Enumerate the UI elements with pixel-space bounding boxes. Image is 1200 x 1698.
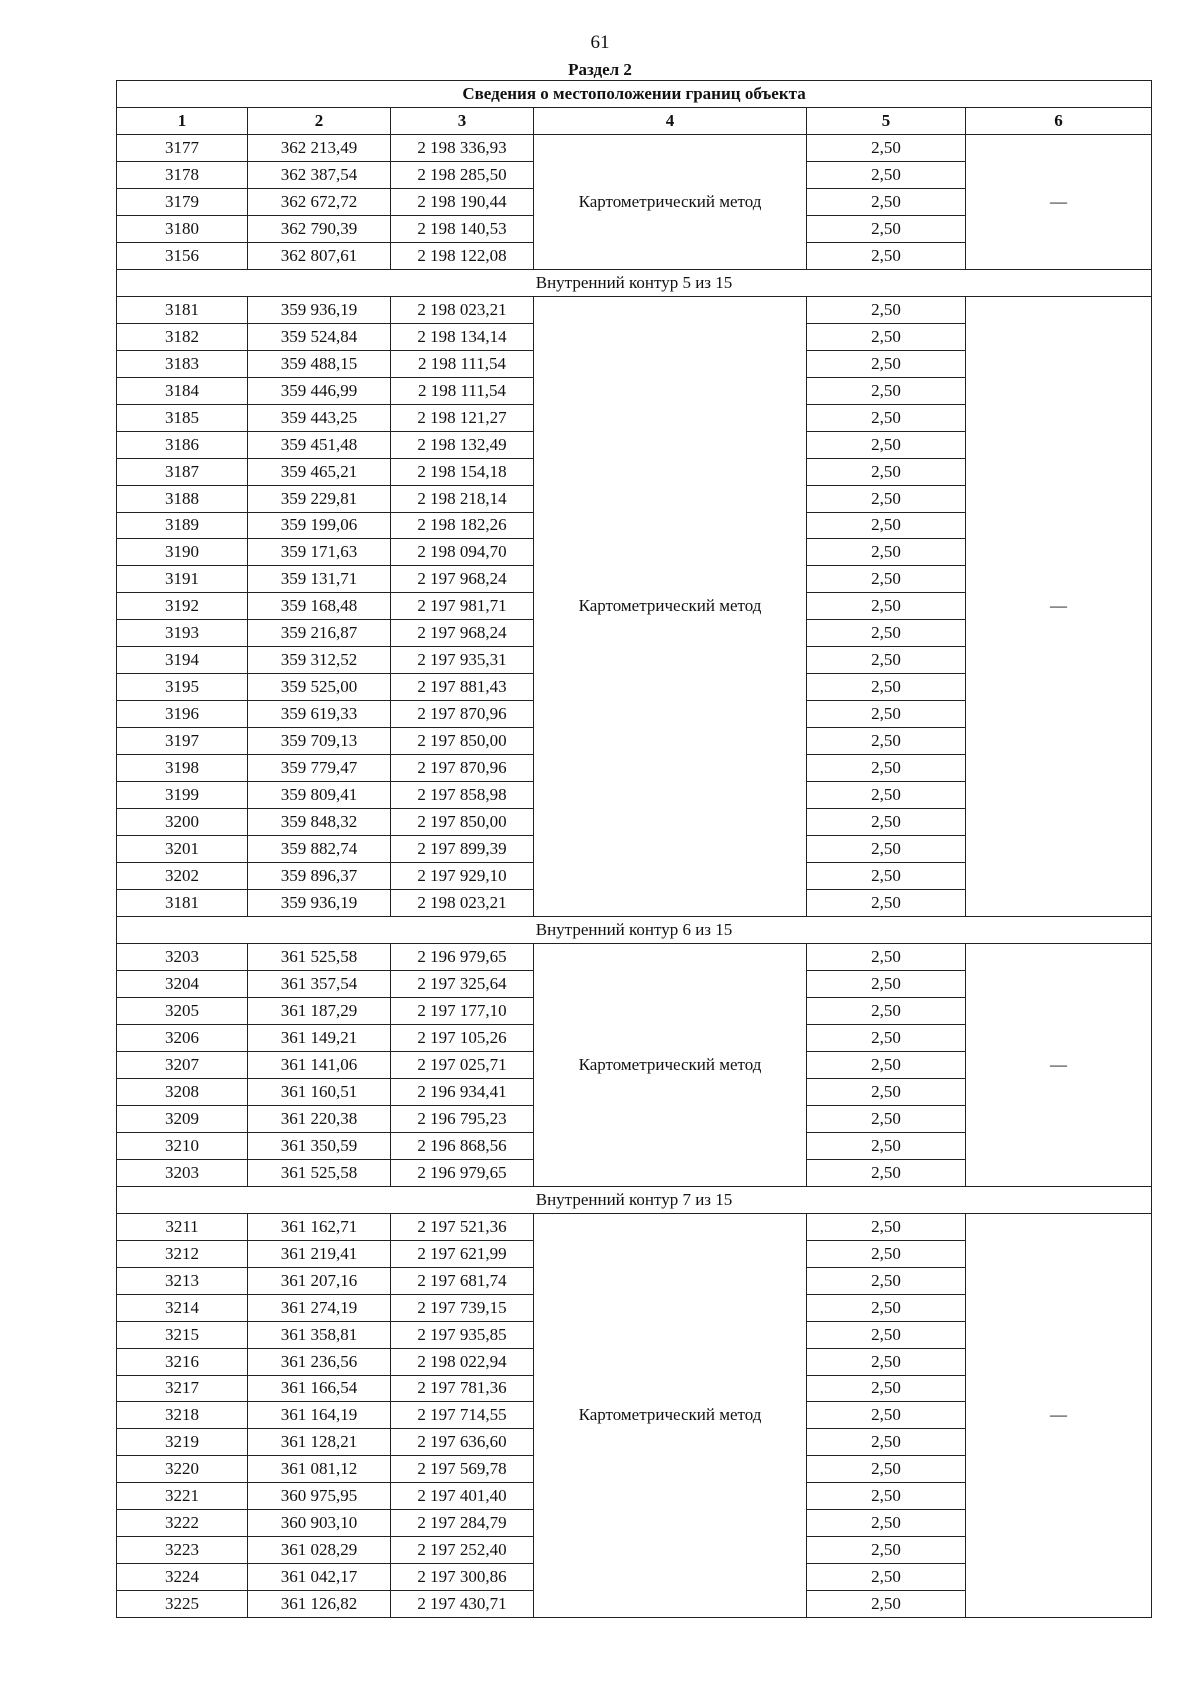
page-number: 61 <box>590 32 610 53</box>
table-body <box>117 134 1152 1617</box>
accuracy-cell: 2,50 <box>807 1510 966 1537</box>
accuracy-cell: 2,50 <box>807 215 966 242</box>
x-coordinate-cell: 359 779,47 <box>248 755 391 782</box>
point-number-cell: 3199 <box>117 782 248 809</box>
point-number-cell: 3206 <box>117 1024 248 1051</box>
accuracy-cell: 2,50 <box>807 944 966 971</box>
point-number-cell: 3187 <box>117 458 248 485</box>
note-cell: — <box>966 134 1152 269</box>
x-coordinate-cell: 359 131,71 <box>248 566 391 593</box>
boundary-table <box>116 80 1152 1618</box>
x-coordinate-cell: 361 126,82 <box>248 1591 391 1618</box>
y-coordinate-cell: 2 197 850,00 <box>391 809 534 836</box>
y-coordinate-cell: 2 197 850,00 <box>391 728 534 755</box>
accuracy-cell: 2,50 <box>807 242 966 269</box>
y-coordinate-cell: 2 197 870,96 <box>391 701 534 728</box>
point-number-cell: 3200 <box>117 809 248 836</box>
method-cell: Картометрический метод <box>534 944 807 1187</box>
accuracy-cell: 2,50 <box>807 539 966 566</box>
point-number-cell: 3184 <box>117 377 248 404</box>
accuracy-cell: 2,50 <box>807 485 966 512</box>
accuracy-cell: 2,50 <box>807 512 966 539</box>
column-header: 3 <box>391 107 534 134</box>
y-coordinate-cell: 2 198 094,70 <box>391 539 534 566</box>
point-number-cell: 3216 <box>117 1348 248 1375</box>
x-coordinate-cell: 361 042,17 <box>248 1564 391 1591</box>
accuracy-cell: 2,50 <box>807 701 966 728</box>
x-coordinate-cell: 361 525,58 <box>248 1159 391 1186</box>
point-number-cell: 3194 <box>117 647 248 674</box>
point-number-cell: 3221 <box>117 1483 248 1510</box>
x-coordinate-cell: 359 488,15 <box>248 350 391 377</box>
accuracy-cell: 2,50 <box>807 863 966 890</box>
column-header-row <box>117 107 1152 134</box>
accuracy-cell: 2,50 <box>807 1591 966 1618</box>
accuracy-cell: 2,50 <box>807 134 966 161</box>
x-coordinate-cell: 361 358,81 <box>248 1321 391 1348</box>
x-coordinate-cell: 361 081,12 <box>248 1456 391 1483</box>
method-cell: Картометрический метод <box>534 134 807 269</box>
y-coordinate-cell: 2 198 132,49 <box>391 431 534 458</box>
y-coordinate-cell: 2 198 121,27 <box>391 404 534 431</box>
x-coordinate-cell: 359 936,19 <box>248 890 391 917</box>
point-number-cell: 3213 <box>117 1267 248 1294</box>
accuracy-cell: 2,50 <box>807 1537 966 1564</box>
point-number-cell: 3212 <box>117 1240 248 1267</box>
accuracy-cell: 2,50 <box>807 188 966 215</box>
contour-heading-row <box>117 917 1152 944</box>
accuracy-cell: 2,50 <box>807 1456 966 1483</box>
x-coordinate-cell: 362 213,49 <box>248 134 391 161</box>
point-number-cell: 3203 <box>117 944 248 971</box>
table-title: Сведения о местоположении границ объекта <box>117 81 1152 108</box>
point-number-cell: 3208 <box>117 1078 248 1105</box>
point-number-cell: 3219 <box>117 1429 248 1456</box>
accuracy-cell: 2,50 <box>807 566 966 593</box>
y-coordinate-cell: 2 197 569,78 <box>391 1456 534 1483</box>
x-coordinate-cell: 361 149,21 <box>248 1024 391 1051</box>
point-number-cell: 3218 <box>117 1402 248 1429</box>
point-number-cell: 3203 <box>117 1159 248 1186</box>
column-header: 6 <box>966 107 1152 134</box>
point-number-cell: 3195 <box>117 674 248 701</box>
y-coordinate-cell: 2 197 870,96 <box>391 755 534 782</box>
accuracy-cell: 2,50 <box>807 1375 966 1402</box>
y-coordinate-cell: 2 197 981,71 <box>391 593 534 620</box>
x-coordinate-cell: 359 168,48 <box>248 593 391 620</box>
accuracy-cell: 2,50 <box>807 782 966 809</box>
point-number-cell: 3215 <box>117 1321 248 1348</box>
y-coordinate-cell: 2 197 401,40 <box>391 1483 534 1510</box>
point-number-cell: 3217 <box>117 1375 248 1402</box>
accuracy-cell: 2,50 <box>807 377 966 404</box>
point-number-cell: 3224 <box>117 1564 248 1591</box>
accuracy-cell: 2,50 <box>807 323 966 350</box>
table-row <box>117 1213 1152 1240</box>
y-coordinate-cell: 2 198 285,50 <box>391 161 534 188</box>
x-coordinate-cell: 361 220,38 <box>248 1105 391 1132</box>
accuracy-cell: 2,50 <box>807 728 966 755</box>
accuracy-cell: 2,50 <box>807 755 966 782</box>
point-number-cell: 3182 <box>117 323 248 350</box>
table-row <box>117 134 1152 161</box>
point-number-cell: 3222 <box>117 1510 248 1537</box>
accuracy-cell: 2,50 <box>807 836 966 863</box>
x-coordinate-cell: 359 524,84 <box>248 323 391 350</box>
point-number-cell: 3198 <box>117 755 248 782</box>
y-coordinate-cell: 2 197 714,55 <box>391 1402 534 1429</box>
point-number-cell: 3220 <box>117 1456 248 1483</box>
section-title: Раздел 2 <box>568 60 632 79</box>
method-cell: Картометрический метод <box>534 296 807 916</box>
x-coordinate-cell: 359 216,87 <box>248 620 391 647</box>
y-coordinate-cell: 2 197 739,15 <box>391 1294 534 1321</box>
accuracy-cell: 2,50 <box>807 1483 966 1510</box>
point-number-cell: 3193 <box>117 620 248 647</box>
accuracy-cell: 2,50 <box>807 458 966 485</box>
x-coordinate-cell: 362 807,61 <box>248 242 391 269</box>
y-coordinate-cell: 2 198 023,21 <box>391 296 534 323</box>
accuracy-cell: 2,50 <box>807 674 966 701</box>
y-coordinate-cell: 2 197 636,60 <box>391 1429 534 1456</box>
y-coordinate-cell: 2 197 929,10 <box>391 863 534 890</box>
accuracy-cell: 2,50 <box>807 1240 966 1267</box>
point-number-cell: 3204 <box>117 970 248 997</box>
x-coordinate-cell: 359 229,81 <box>248 485 391 512</box>
y-coordinate-cell: 2 198 122,08 <box>391 242 534 269</box>
y-coordinate-cell: 2 196 979,65 <box>391 1159 534 1186</box>
note-cell: — <box>966 944 1152 1187</box>
y-coordinate-cell: 2 197 177,10 <box>391 997 534 1024</box>
y-coordinate-cell: 2 198 182,26 <box>391 512 534 539</box>
note-cell: — <box>966 296 1152 916</box>
accuracy-cell: 2,50 <box>807 350 966 377</box>
x-coordinate-cell: 361 187,29 <box>248 997 391 1024</box>
point-number-cell: 3177 <box>117 134 248 161</box>
column-header: 1 <box>117 107 248 134</box>
x-coordinate-cell: 359 199,06 <box>248 512 391 539</box>
point-number-cell: 3225 <box>117 1591 248 1618</box>
column-header: 4 <box>534 107 807 134</box>
accuracy-cell: 2,50 <box>807 1321 966 1348</box>
y-coordinate-cell: 2 197 430,71 <box>391 1591 534 1618</box>
point-number-cell: 3189 <box>117 512 248 539</box>
x-coordinate-cell: 359 896,37 <box>248 863 391 890</box>
x-coordinate-cell: 359 936,19 <box>248 296 391 323</box>
y-coordinate-cell: 2 197 105,26 <box>391 1024 534 1051</box>
accuracy-cell: 2,50 <box>807 1078 966 1105</box>
x-coordinate-cell: 359 443,25 <box>248 404 391 431</box>
point-number-cell: 3188 <box>117 485 248 512</box>
y-coordinate-cell: 2 197 621,99 <box>391 1240 534 1267</box>
accuracy-cell: 2,50 <box>807 970 966 997</box>
x-coordinate-cell: 359 619,33 <box>248 701 391 728</box>
x-coordinate-cell: 361 274,19 <box>248 1294 391 1321</box>
x-coordinate-cell: 362 387,54 <box>248 161 391 188</box>
contour-heading: Внутренний контур 5 из 15 <box>117 269 1152 296</box>
x-coordinate-cell: 359 446,99 <box>248 377 391 404</box>
accuracy-cell: 2,50 <box>807 1429 966 1456</box>
point-number-cell: 3209 <box>117 1105 248 1132</box>
point-number-cell: 3181 <box>117 890 248 917</box>
point-number-cell: 3214 <box>117 1294 248 1321</box>
point-number-cell: 3156 <box>117 242 248 269</box>
x-coordinate-cell: 362 790,39 <box>248 215 391 242</box>
x-coordinate-cell: 361 236,56 <box>248 1348 391 1375</box>
point-number-cell: 3181 <box>117 296 248 323</box>
accuracy-cell: 2,50 <box>807 890 966 917</box>
x-coordinate-cell: 361 219,41 <box>248 1240 391 1267</box>
accuracy-cell: 2,50 <box>807 431 966 458</box>
point-number-cell: 3210 <box>117 1132 248 1159</box>
point-number-cell: 3205 <box>117 997 248 1024</box>
x-coordinate-cell: 361 141,06 <box>248 1051 391 1078</box>
accuracy-cell: 2,50 <box>807 620 966 647</box>
x-coordinate-cell: 360 975,95 <box>248 1483 391 1510</box>
point-number-cell: 3196 <box>117 701 248 728</box>
accuracy-cell: 2,50 <box>807 161 966 188</box>
point-number-cell: 3202 <box>117 863 248 890</box>
y-coordinate-cell: 2 197 300,86 <box>391 1564 534 1591</box>
y-coordinate-cell: 2 197 935,85 <box>391 1321 534 1348</box>
y-coordinate-cell: 2 197 252,40 <box>391 1537 534 1564</box>
point-number-cell: 3183 <box>117 350 248 377</box>
x-coordinate-cell: 359 171,63 <box>248 539 391 566</box>
point-number-cell: 3180 <box>117 215 248 242</box>
x-coordinate-cell: 361 028,29 <box>248 1537 391 1564</box>
x-coordinate-cell: 361 357,54 <box>248 970 391 997</box>
y-coordinate-cell: 2 197 968,24 <box>391 620 534 647</box>
y-coordinate-cell: 2 197 325,64 <box>391 970 534 997</box>
point-number-cell: 3185 <box>117 404 248 431</box>
y-coordinate-cell: 2 198 111,54 <box>391 350 534 377</box>
y-coordinate-cell: 2 198 022,94 <box>391 1348 534 1375</box>
point-number-cell: 3190 <box>117 539 248 566</box>
y-coordinate-cell: 2 197 781,36 <box>391 1375 534 1402</box>
table-title-row <box>117 81 1152 108</box>
x-coordinate-cell: 359 525,00 <box>248 674 391 701</box>
y-coordinate-cell: 2 197 881,43 <box>391 674 534 701</box>
x-coordinate-cell: 361 207,16 <box>248 1267 391 1294</box>
y-coordinate-cell: 2 198 190,44 <box>391 188 534 215</box>
y-coordinate-cell: 2 197 025,71 <box>391 1051 534 1078</box>
y-coordinate-cell: 2 197 899,39 <box>391 836 534 863</box>
contour-heading-row <box>117 269 1152 296</box>
point-number-cell: 3201 <box>117 836 248 863</box>
y-coordinate-cell: 2 197 681,74 <box>391 1267 534 1294</box>
accuracy-cell: 2,50 <box>807 1159 966 1186</box>
accuracy-cell: 2,50 <box>807 1402 966 1429</box>
x-coordinate-cell: 359 809,41 <box>248 782 391 809</box>
accuracy-cell: 2,50 <box>807 1564 966 1591</box>
accuracy-cell: 2,50 <box>807 1213 966 1240</box>
accuracy-cell: 2,50 <box>807 809 966 836</box>
point-number-cell: 3178 <box>117 161 248 188</box>
y-coordinate-cell: 2 198 218,14 <box>391 485 534 512</box>
contour-heading: Внутренний контур 6 из 15 <box>117 917 1152 944</box>
x-coordinate-cell: 361 166,54 <box>248 1375 391 1402</box>
x-coordinate-cell: 359 848,32 <box>248 809 391 836</box>
y-coordinate-cell: 2 197 521,36 <box>391 1213 534 1240</box>
point-number-cell: 3223 <box>117 1537 248 1564</box>
contour-heading-row <box>117 1186 1152 1213</box>
y-coordinate-cell: 2 197 968,24 <box>391 566 534 593</box>
accuracy-cell: 2,50 <box>807 647 966 674</box>
x-coordinate-cell: 362 672,72 <box>248 188 391 215</box>
x-coordinate-cell: 359 709,13 <box>248 728 391 755</box>
y-coordinate-cell: 2 196 979,65 <box>391 944 534 971</box>
point-number-cell: 3186 <box>117 431 248 458</box>
accuracy-cell: 2,50 <box>807 1024 966 1051</box>
y-coordinate-cell: 2 198 336,93 <box>391 134 534 161</box>
point-number-cell: 3211 <box>117 1213 248 1240</box>
accuracy-cell: 2,50 <box>807 1267 966 1294</box>
x-coordinate-cell: 359 882,74 <box>248 836 391 863</box>
y-coordinate-cell: 2 198 140,53 <box>391 215 534 242</box>
table-row <box>117 296 1152 323</box>
y-coordinate-cell: 2 198 134,14 <box>391 323 534 350</box>
x-coordinate-cell: 361 525,58 <box>248 944 391 971</box>
point-number-cell: 3191 <box>117 566 248 593</box>
x-coordinate-cell: 361 164,19 <box>248 1402 391 1429</box>
y-coordinate-cell: 2 196 795,23 <box>391 1105 534 1132</box>
table-row <box>117 944 1152 971</box>
x-coordinate-cell: 361 128,21 <box>248 1429 391 1456</box>
accuracy-cell: 2,50 <box>807 296 966 323</box>
accuracy-cell: 2,50 <box>807 1105 966 1132</box>
y-coordinate-cell: 2 198 111,54 <box>391 377 534 404</box>
y-coordinate-cell: 2 197 935,31 <box>391 647 534 674</box>
x-coordinate-cell: 361 350,59 <box>248 1132 391 1159</box>
method-cell: Картометрический метод <box>534 1213 807 1618</box>
accuracy-cell: 2,50 <box>807 593 966 620</box>
accuracy-cell: 2,50 <box>807 404 966 431</box>
y-coordinate-cell: 2 197 284,79 <box>391 1510 534 1537</box>
x-coordinate-cell: 359 312,52 <box>248 647 391 674</box>
accuracy-cell: 2,50 <box>807 1051 966 1078</box>
point-number-cell: 3192 <box>117 593 248 620</box>
y-coordinate-cell: 2 198 023,21 <box>391 890 534 917</box>
x-coordinate-cell: 361 160,51 <box>248 1078 391 1105</box>
y-coordinate-cell: 2 196 934,41 <box>391 1078 534 1105</box>
point-number-cell: 3207 <box>117 1051 248 1078</box>
y-coordinate-cell: 2 197 858,98 <box>391 782 534 809</box>
point-number-cell: 3197 <box>117 728 248 755</box>
x-coordinate-cell: 360 903,10 <box>248 1510 391 1537</box>
x-coordinate-cell: 359 451,48 <box>248 431 391 458</box>
column-header: 2 <box>248 107 391 134</box>
y-coordinate-cell: 2 196 868,56 <box>391 1132 534 1159</box>
y-coordinate-cell: 2 198 154,18 <box>391 458 534 485</box>
accuracy-cell: 2,50 <box>807 1348 966 1375</box>
accuracy-cell: 2,50 <box>807 997 966 1024</box>
point-number-cell: 3179 <box>117 188 248 215</box>
accuracy-cell: 2,50 <box>807 1132 966 1159</box>
x-coordinate-cell: 361 162,71 <box>248 1213 391 1240</box>
x-coordinate-cell: 359 465,21 <box>248 458 391 485</box>
note-cell: — <box>966 1213 1152 1618</box>
column-header: 5 <box>807 107 966 134</box>
accuracy-cell: 2,50 <box>807 1294 966 1321</box>
contour-heading: Внутренний контур 7 из 15 <box>117 1186 1152 1213</box>
